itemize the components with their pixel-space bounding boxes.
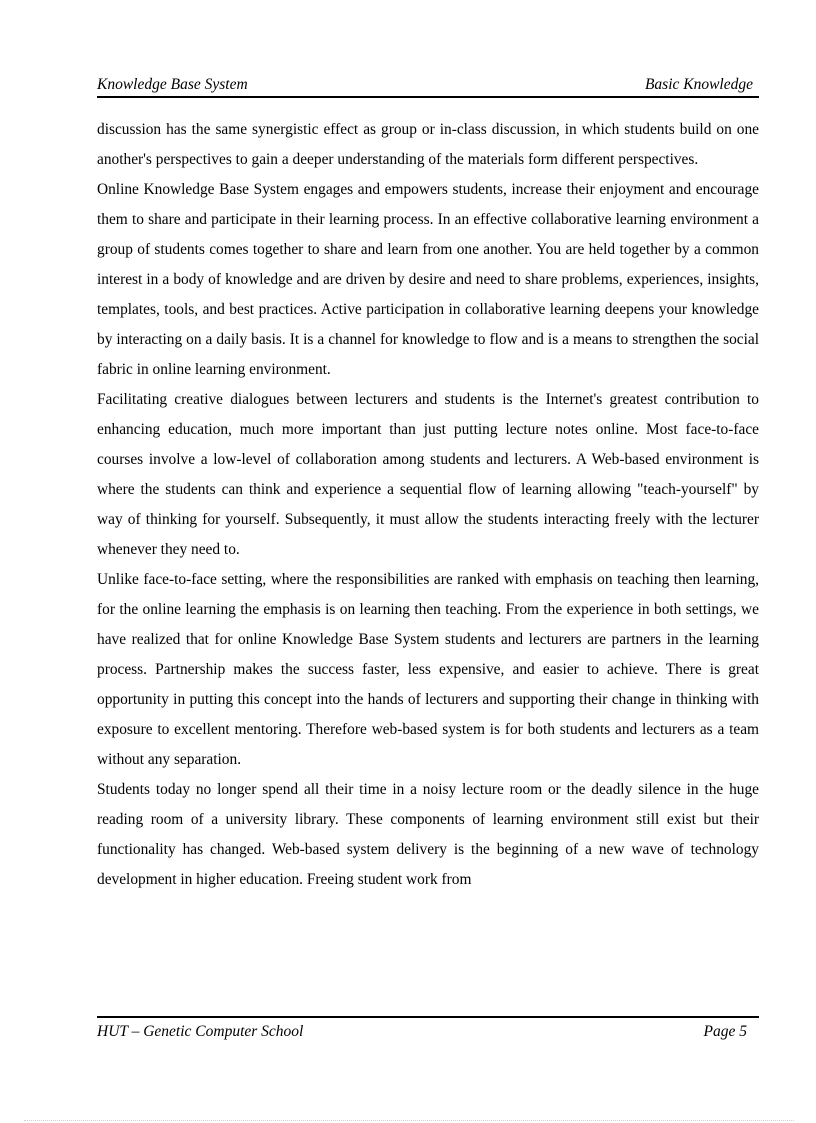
footer-school-name: HUT – Genetic Computer School [97,1023,304,1040]
paragraph: Online Knowledge Base System engages and empowers students, increase their enjoyment and encourage them to share and participate in their learning process. In an effective collaborative learning environment a group of students comes together to share and learn from one another. You are held together by a common interest in a body of knowledge and are driven by desire and need to share problems, experiences, insights, templates, tools, and best practices. Active participation in collaborative learning deepens your knowledge by interacting on a daily basis. It is a channel for knowledge to flow and is a means to strengthen the social fabric in online learning environment. [97,181,759,378]
footer-page-number: Page 5 [703,1023,747,1040]
paragraph: Facilitating creative dialogues between lecturers and students is the Internet's greatest contribution to enhancing education, much more important than just putting lecture notes online. Most face-to-face courses involve a low-level of collaboration among students and lecturers. A Web-based environment is where the students can think and experience a sequential flow of learning allowing "teach-yourself" by way of thinking for yourself. Subsequently, it must allow the students interacting freely with the lecturer whenever they need to. [97,391,759,558]
paragraph: Unlike face-to-face setting, where the responsibilities are ranked with emphasis on teaching then learning, for the online learning the emphasis is on learning then teaching. From the experience in both settings, we have realized that for online Knowledge Base System students and lecturers are partners in the learning process. Partnership makes the success faster, less expensive, and easier to achieve. There is great opportunity in putting this concept into the hands of lecturers and supporting their change in thinking with exposure to excellent mentoring. Therefore web-based system is for both students and lecturers as a team without any separation. [97,571,759,768]
page-footer [97,1016,759,1044]
header-document-title: Knowledge Base System [97,76,248,93]
page-bottom-edge [24,1120,794,1121]
paragraph: Students today no longer spend all their time in a noisy lecture room or the deadly silence in the huge reading room of a university library. These components of learning environment still exist but their functionality has changed. Web-based system delivery is the beginning of a new wave of technology development in higher education. Freeing student work from [97,781,759,888]
page-header [97,76,759,98]
header-section-title: Basic Knowledge [644,76,753,93]
paragraph: discussion has the same synergistic effect as group or in-class discussion, in which students build on one another's perspectives to gain a deeper understanding of the materials form different perspectives. [97,121,759,168]
body-text [97,115,759,895]
